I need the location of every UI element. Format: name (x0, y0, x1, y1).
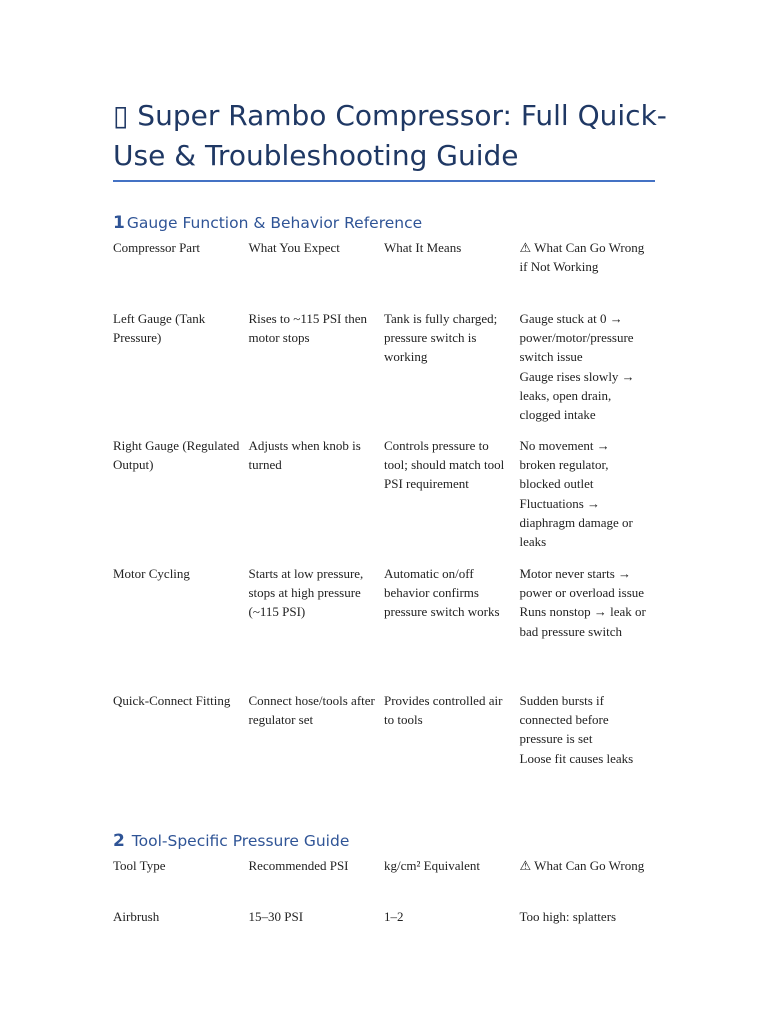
column-header-compressor-part: Compressor Part (113, 240, 201, 255)
table-cell: Tank is fully charged; pressure switch is working (384, 311, 498, 365)
table-cell: Motor never starts → power or overload issue Runs nonstop → leak or bad pressure switch (519, 566, 646, 639)
gauge-reference-table (113, 238, 655, 801)
table-cell: Too high: splatters (519, 909, 617, 924)
section-number: 2 (113, 831, 125, 851)
table-row (113, 691, 655, 801)
section-heading-tool-pressure (113, 831, 349, 851)
table-cell: Left Gauge (Tank Pressure) (113, 311, 206, 346)
column-header-what-you-expect: What You Expect (248, 240, 340, 255)
table-header-row (113, 856, 655, 907)
table-row (113, 436, 655, 564)
document-title: ▯ Super Rambo Compressor: Full Quick-Use & Troubleshooting Guide (113, 99, 667, 172)
section-heading-gauge-reference (113, 213, 422, 233)
table-cell: Right Gauge (Regulated Output) (113, 438, 240, 473)
section-number: 1 (113, 213, 125, 233)
table-cell: Quick-Connect Fitting (113, 693, 231, 708)
table-cell: Airbrush (113, 909, 160, 924)
section-heading-text: Gauge Function & Behavior Reference (126, 214, 423, 232)
table-row (113, 907, 655, 927)
table-cell: Automatic on/off behavior confirms pressure switch works (384, 566, 500, 620)
table-cell: Sudden bursts if connected before pressure is set Loose fit causes leaks (519, 693, 634, 766)
table-header-row (113, 238, 655, 309)
column-header-recommended-psi: Recommended PSI (248, 858, 349, 873)
table-row (113, 564, 655, 691)
column-header-what-can-go-wrong: ⚠ What Can Go Wrong (519, 858, 645, 873)
table-cell: Gauge stuck at 0 → power/motor/pressure switch issue Gauge rises slowly → leaks, open drain, clogged intake (519, 311, 635, 423)
table-cell: Motor Cycling (113, 566, 190, 581)
column-header-what-can-go-wrong: ⚠ What Can Go Wrong if Not Working (519, 240, 645, 275)
table-cell: Connect hose/tools after regulator set (248, 693, 375, 728)
tool-pressure-table (113, 856, 655, 927)
table-cell: 1–2 (384, 909, 404, 924)
table-row (113, 309, 655, 436)
table-cell: Starts at low pressure, stops at high pressure (~115 PSI) (248, 566, 364, 620)
column-header-what-it-means: What It Means (384, 240, 462, 255)
table-cell: No movement → broken regulator, blocked outlet Fluctuations → diaphragm damage or leaks (519, 438, 633, 550)
table-cell: Rises to ~115 PSI then motor stops (248, 311, 368, 346)
column-header-tool-type: Tool Type (113, 858, 166, 873)
table-cell: Adjusts when knob is turned (248, 438, 361, 473)
table-cell: Provides controlled air to tools (384, 693, 503, 728)
column-header-kg-equivalent: kg/cm² Equivalent (384, 858, 480, 873)
section-heading-text: Tool-Specific Pressure Guide (131, 832, 350, 850)
title-divider (113, 180, 655, 182)
table-cell: 15–30 PSI (248, 909, 304, 924)
table-cell: Controls pressure to tool; should match tool PSI requirement (384, 438, 505, 492)
